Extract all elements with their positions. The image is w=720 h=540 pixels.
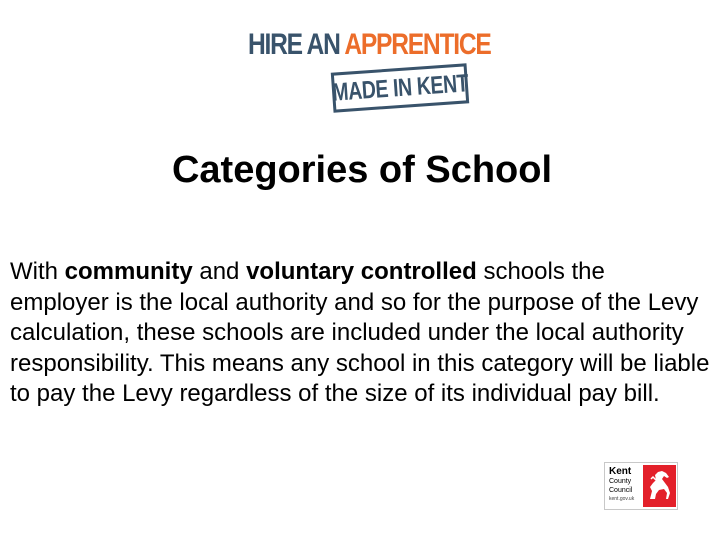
kcc-word-council: Council bbox=[609, 487, 633, 494]
kcc-word-county: County bbox=[609, 478, 632, 485]
emphasis-voluntary-controlled: voluntary controlled bbox=[246, 258, 477, 285]
body-text-segment: and bbox=[192, 258, 247, 285]
slide-title: Categories of School bbox=[171, 149, 553, 191]
emphasis-community: community bbox=[64, 258, 193, 285]
logo-text-hire-an: HIRE AN bbox=[248, 28, 340, 61]
made-in-kent-stamp bbox=[331, 63, 469, 112]
kent-county-council-logo bbox=[604, 462, 678, 510]
kcc-wordmark bbox=[609, 466, 634, 504]
body-text-segment: schools the employer is the local authority and so for the purpose of the Levy calculation, these schools are included under the local authority responsibility. This means any school in this category will be liable to pay the Levy regardless of the size of its individual pay bill. bbox=[10, 258, 710, 407]
kcc-web-address: kent.gov.uk bbox=[609, 496, 635, 502]
body-text-segment: With bbox=[10, 258, 65, 285]
stamp-text: MADE IN KENT bbox=[331, 68, 469, 107]
logo-text-apprentice: APPRENTICE bbox=[344, 28, 491, 61]
hire-an-apprentice-logo bbox=[248, 28, 491, 120]
body-paragraph bbox=[10, 257, 710, 410]
kcc-word-kent: Kent bbox=[609, 466, 632, 477]
white-horse-icon bbox=[643, 465, 676, 507]
logo-wordmark bbox=[248, 28, 491, 62]
